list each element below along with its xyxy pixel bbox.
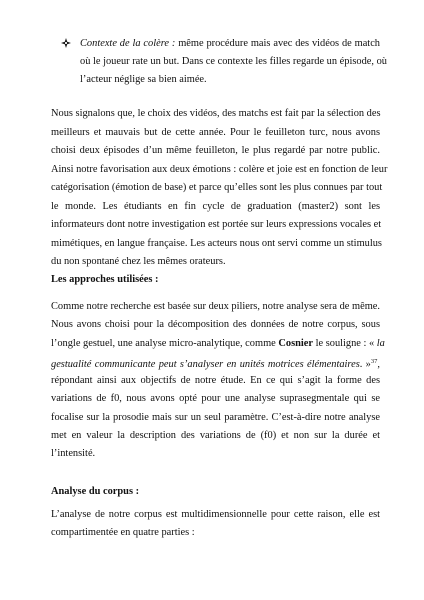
paragraph-line: mimétiques, en langue française. Les acteurs nous ont servi comme un stimulus (51, 238, 382, 249)
diamond-bullet-icon (61, 38, 71, 48)
paragraph-line: compartimentée en quatre parties : (51, 527, 195, 538)
paragraph-line: Nous signalons que, le choix des vidéos, des matchs est fait par la sélection des (51, 108, 381, 119)
text-run: , (377, 359, 380, 370)
bullet-text: même procédure mais avec des vidéos de match (175, 38, 380, 49)
text-run: l’ongle gestuel, une analyse micro-analytique, comme (51, 338, 279, 349)
section-heading: Les approches utilisées : (51, 274, 159, 285)
paragraph-line: l’intensité. (51, 448, 96, 459)
paragraph-line: Nous avons choisi pour la décomposition des données de notre corpus, sous (51, 319, 380, 330)
paragraph-line (51, 355, 380, 371)
bullet-label: Contexte de la colère : (80, 38, 176, 49)
paragraph-line: répondant ainsi aux objectifs de notre étude. En ce qui s’agit la forme des (51, 375, 380, 386)
quote-text: la (376, 338, 385, 349)
paragraph-line: L’analyse de notre corpus est multidimensionnelle pour cette raison, elle est (51, 509, 380, 520)
paragraph-line: le monde. Les étudiants en fin cycle de graduation (master2) sont les (51, 201, 380, 212)
paragraph-line: met en valeur la description des variations de (f0) et non sur la durée et (51, 430, 380, 441)
paragraph-line: Ainsi notre favorisation aux deux émotions : colère et joie est en fonction de leur (51, 164, 388, 175)
paragraph-line: Comme notre recherche est basée sur deux piliers, notre analyse sera de même. (51, 301, 380, 312)
bullet-line-2: où le joueur rate un but. Dans ce contexte les filles regarde un épisode, où (80, 56, 387, 67)
text-run: le souligne : « (313, 338, 377, 349)
quote-text: gestualité communicante peut s’analyser en unités motrices élémentaires (51, 359, 360, 370)
bullet-line-1 (80, 37, 380, 50)
author-name: Cosnier (278, 338, 314, 349)
paragraph-line: focalise sur la prosodie mais sur un seul paramètre. C’est-à-dire notre analyse (51, 412, 380, 423)
paragraph-line: informateurs dont notre investigation est portée sur leurs expressions vocales et (51, 219, 382, 230)
section-heading: Analyse du corpus : (51, 486, 140, 497)
paragraph-line: meilleurs et mauvais but de cette année. Pour le feuilleton turc, nous avons (51, 127, 380, 138)
text-run: . » (359, 359, 371, 370)
footnote-marker: 37 (370, 358, 378, 365)
paragraph-line: catégorisation (émotion de base) et parce qu’elles sont les plus connues par tout (51, 182, 383, 193)
paragraph-line (51, 337, 385, 350)
paragraph-line: variations de f0, nous avons opté pour une analyse suprasegmentale qui se (51, 393, 380, 404)
paragraph-line: du non spontané chez les mêmes orateurs. (51, 256, 226, 267)
bullet-line-3: l’acteur néglige sa bien aimée. (80, 74, 207, 85)
paragraph-line: choisi deux épisodes d’un même feuilleton, le plus regardé par notre public. (51, 145, 380, 156)
